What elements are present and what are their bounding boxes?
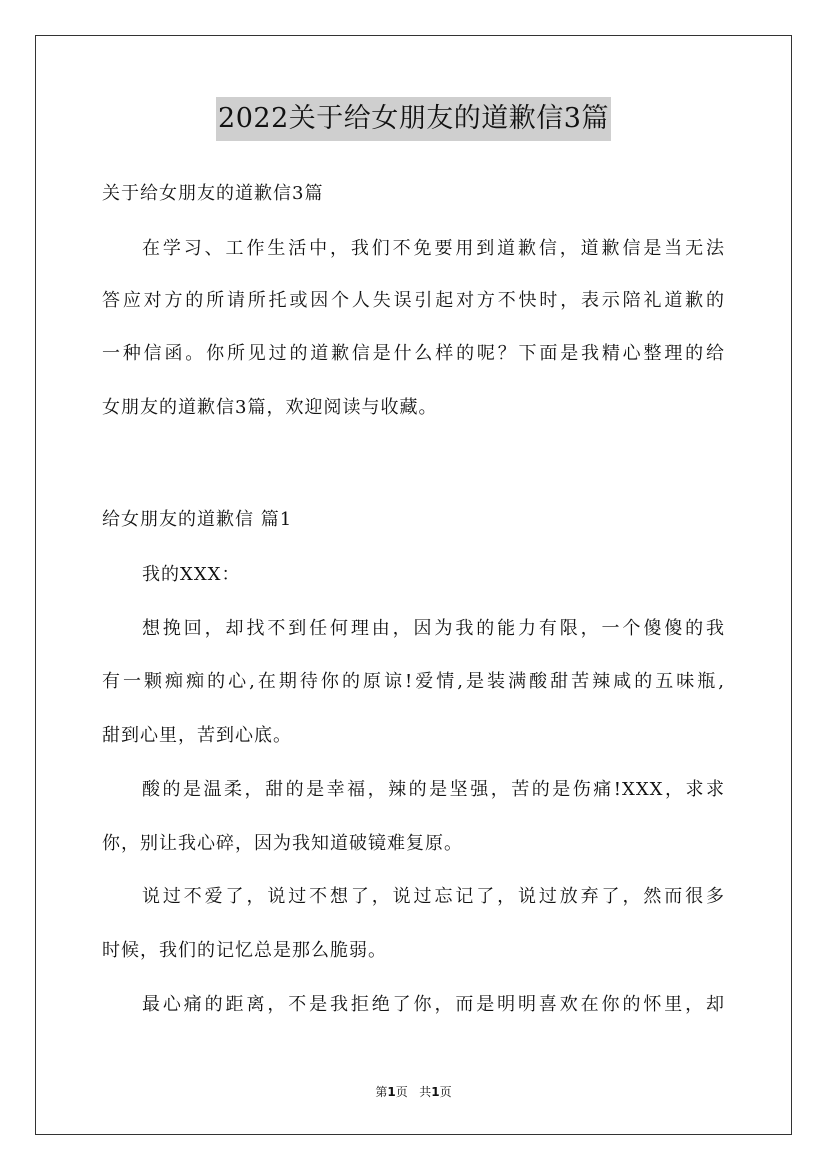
paragraph3-line-1: 说过不爱了，说过不想了，说过忘记了，说过放弃了，然而很多	[142, 886, 725, 907]
section-heading: 给女朋友的道歉信 篇1	[102, 509, 293, 530]
footer-total-prefix: 共	[419, 1085, 432, 1099]
paragraph3-line-2: 时候，我们的记忆总是那么脆弱。	[102, 940, 387, 961]
document-title: 2022关于给女朋友的道歉信3篇	[216, 97, 611, 141]
footer-total-suffix: 页	[439, 1085, 452, 1099]
footer-page-suffix: 页	[395, 1085, 408, 1099]
page-footer	[0, 1083, 827, 1101]
footer-page-number: 1	[387, 1085, 396, 1099]
paragraph4-line-1: 最心痛的距离，不是我拒绝了你，而是明明喜欢在你的怀里，却	[142, 994, 725, 1015]
paragraph1-line-3: 甜到心里，苦到心底。	[102, 725, 292, 746]
salutation: 我的XXX：	[142, 564, 241, 585]
footer-page-prefix: 第	[375, 1085, 388, 1099]
paragraph1-line-1: 想挽回，却找不到任何理由，因为我的能力有限，一个傻傻的我	[142, 618, 725, 639]
intro-line-1: 在学习、工作生活中，我们不免要用到道歉信，道歉信是当无法	[142, 238, 725, 259]
title-container	[0, 97, 827, 141]
intro-line-3: 一种信函。你所见过的道歉信是什么样的呢？下面是我精心整理的给	[102, 343, 725, 364]
intro-line-2: 答应对方的所请所托或因个人失误引起对方不快时，表示陪礼道歉的	[102, 290, 725, 311]
paragraph2-line-1: 酸的是温柔，甜的是幸福，辣的是坚强，苦的是伤痛!XXX，求求	[142, 779, 725, 800]
footer-total-number: 1	[431, 1085, 440, 1099]
paragraph1-line-2: 有一颗痴痴的心,在期待你的原谅!爱情,是装满酸甜苦辣咸的五味瓶,	[102, 671, 725, 692]
paragraph2-line-2: 你，别让我心碎，因为我知道破镜难复原。	[102, 833, 463, 854]
document-subtitle: 关于给女朋友的道歉信3篇	[102, 183, 324, 204]
intro-line-4: 女朋友的道歉信3篇，欢迎阅读与收藏。	[102, 397, 438, 418]
